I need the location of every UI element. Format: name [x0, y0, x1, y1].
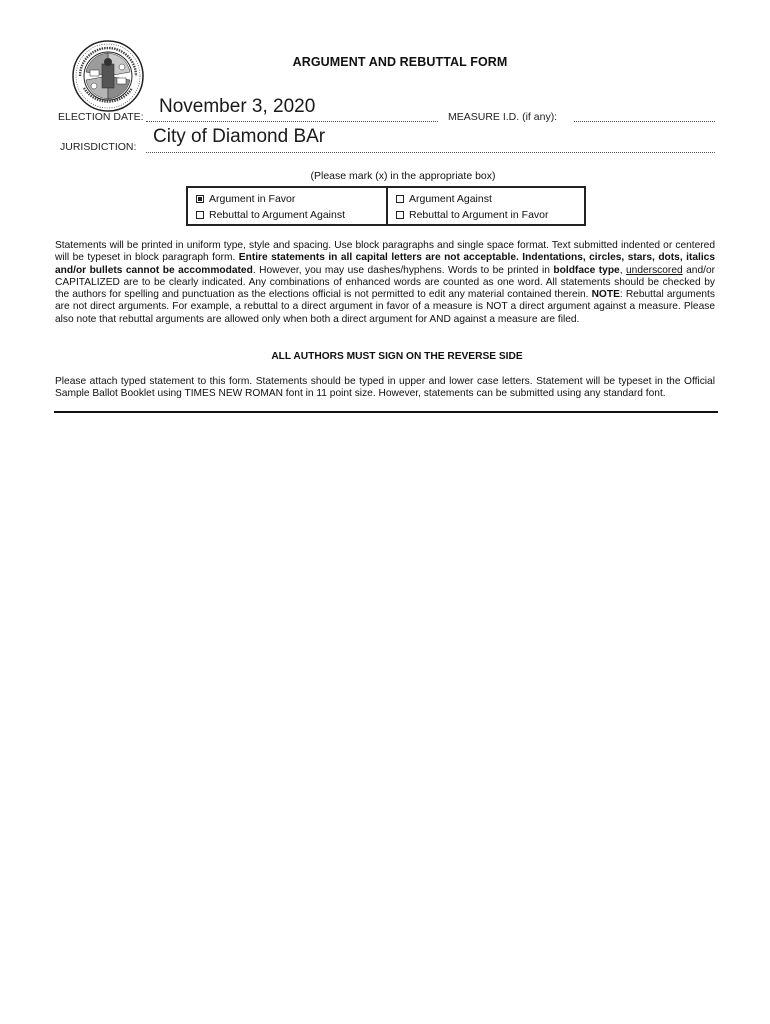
jurisdiction-label: JURISDICTION:	[60, 141, 137, 153]
option-argument-against[interactable]	[396, 193, 492, 205]
option-label: Argument in Favor	[209, 193, 296, 205]
county-seal-icon	[72, 40, 144, 112]
form-title: ARGUMENT AND REBUTTAL FORM	[292, 55, 508, 69]
checkbox-rebuttal-to-argument-against[interactable]	[196, 211, 204, 219]
election-date-field[interactable]: November 3, 2020	[159, 96, 316, 117]
option-label: Argument Against	[409, 193, 492, 205]
election-date-line	[146, 121, 438, 122]
checkbox-argument-against[interactable]	[396, 195, 404, 203]
measure-id-label: MEASURE I.D. (if any):	[448, 111, 558, 123]
election-date-label: ELECTION DATE:	[58, 111, 144, 123]
authors-sign-notice: ALL AUTHORS MUST SIGN ON THE REVERSE SIDE	[271, 351, 523, 362]
mark-instruction: (Please mark (x) in the appropriate box)	[310, 170, 496, 182]
checkbox-argument-in-favor[interactable]	[196, 195, 204, 203]
option-label: Rebuttal to Argument Against	[209, 209, 346, 221]
option-argument-in-favor[interactable]	[196, 193, 295, 205]
option-rebuttal-to-argument-against[interactable]	[196, 209, 345, 221]
jurisdiction-line	[146, 152, 715, 153]
box-divider	[386, 188, 388, 224]
section-divider	[54, 411, 718, 413]
checkbox-rebuttal-to-argument-in-favor[interactable]	[396, 211, 404, 219]
typing-instructions-paragraph: Please attach typed statement to this form. Statements should be typed in upper and lower case letters. Statement will be typeset in the Official Sample Ballot Booklet using TIMES NEW ROMAN font in 11 point size. However, statements can be submitted using any standard font.	[55, 376, 715, 400]
instructions-paragraph: Statements will be printed in uniform type, style and spacing. Use block paragraphs and single space format. Text submitted indented or centered will be typeset in block paragraph form. Entire statements in all capital letters are not acceptable. Indentations, circles, stars, dots, italics and/or bullets cannot be accommodated. However, you may use dashes/hyphens. Words to be printed in boldface type, underscored and/or CAPITALIZED are to be clearly indicated. Any combinations of enhanced words are counted as one word. All statements should be checked by the authors for spelling and punctuation as the elections official is not permitted to edit any material contained therein. NOTE: Rebuttal arguments are not direct arguments. For example, a rebuttal to a direct argument in favor of a measure is NOT a direct argument against a measure. Please also note that rebuttal arguments are allowed only when both a direct argument for AND against a measure are filed.	[55, 240, 715, 325]
option-rebuttal-to-argument-in-favor[interactable]	[396, 209, 549, 221]
jurisdiction-field[interactable]: City of Diamond BAr	[153, 126, 326, 147]
option-label: Rebuttal to Argument in Favor	[409, 209, 549, 221]
measure-id-line	[574, 121, 715, 122]
